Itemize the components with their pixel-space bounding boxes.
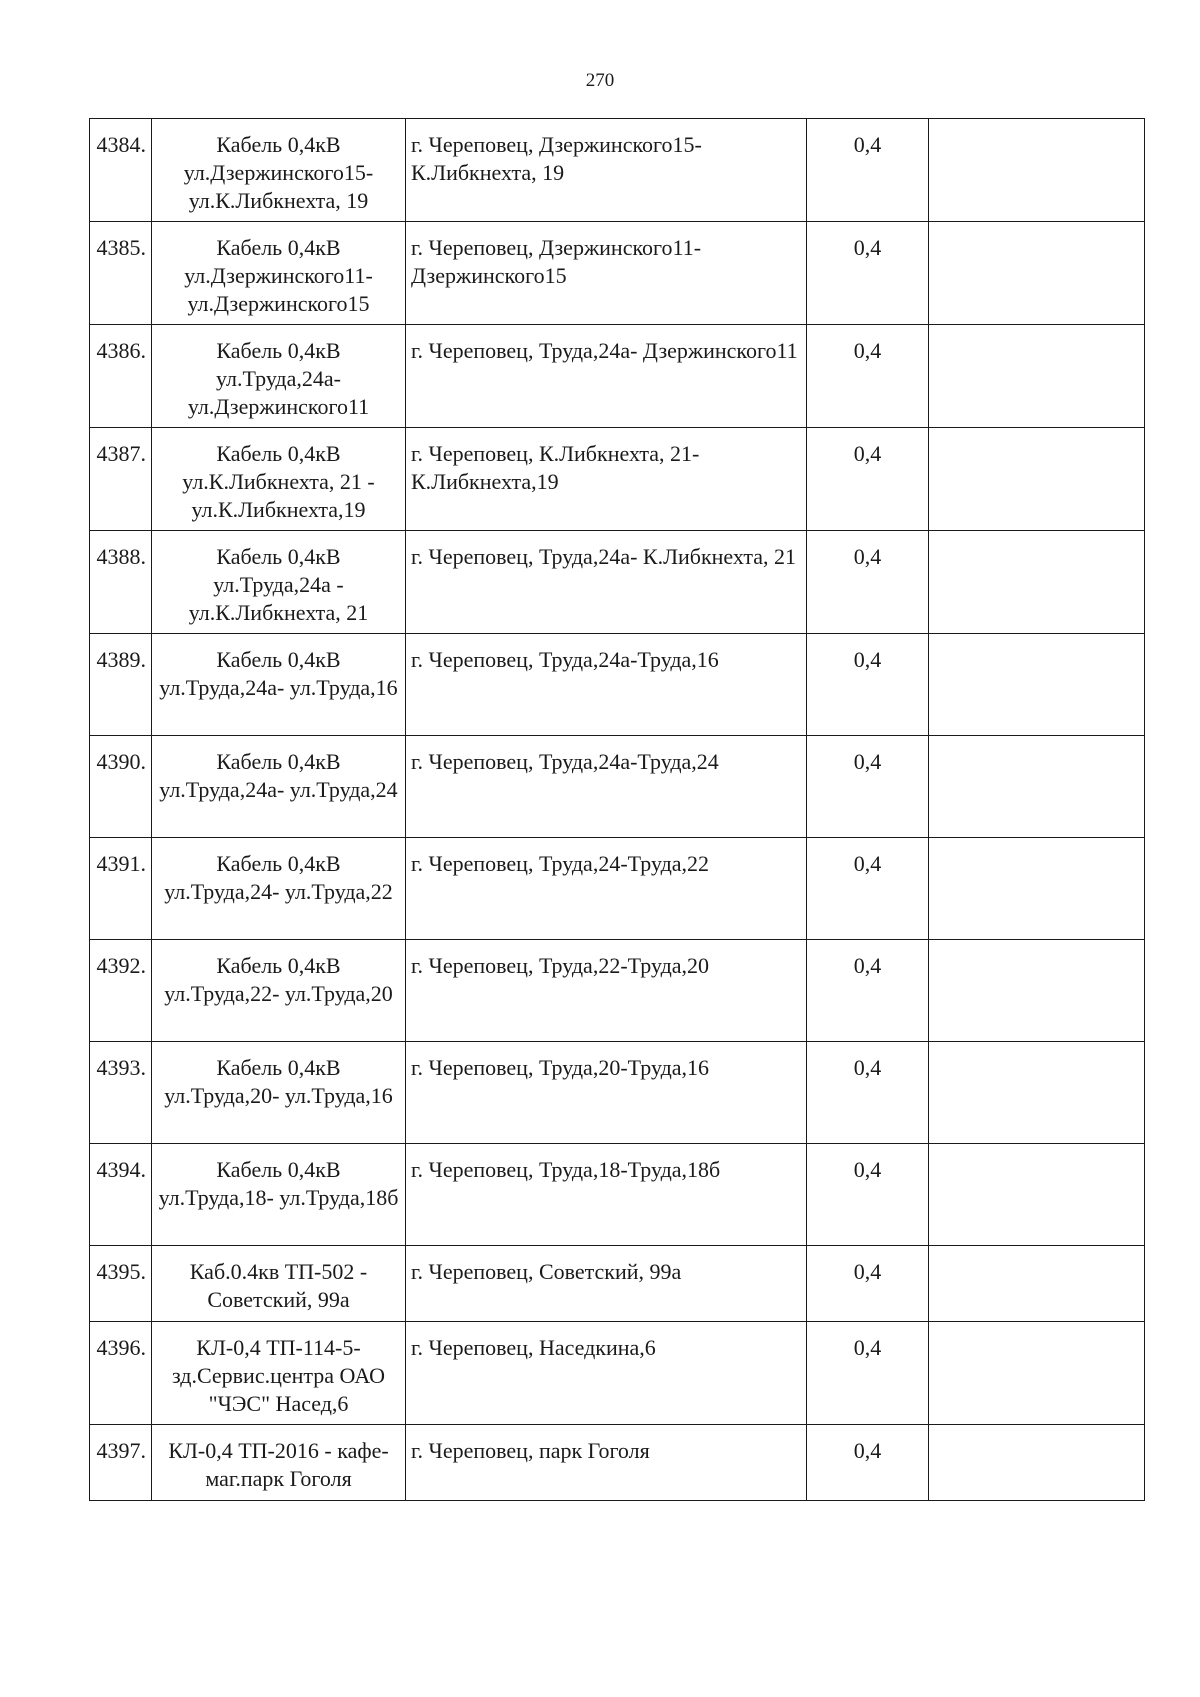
object-name: Кабель 0,4кВ ул.К.Либкнехта, 21 - ул.К.Либкнехта,19 xyxy=(152,428,406,531)
object-address: г. Череповец, Труда,24а- К.Либкнехта, 21 xyxy=(406,531,807,634)
registry-table xyxy=(89,118,1145,1501)
object-name: Кабель 0,4кВ ул.Труда,24а - ул.К.Либкнехта, 21 xyxy=(152,531,406,634)
extra-cell xyxy=(929,838,1145,940)
voltage-value: 0,4 xyxy=(807,325,929,428)
extra-cell xyxy=(929,531,1145,634)
row-number: 4384. xyxy=(90,119,152,222)
object-address: г. Череповец, Дзержинского15- К.Либкнехта, 19 xyxy=(406,119,807,222)
table-row xyxy=(90,1425,1145,1501)
object-name: Кабель 0,4кВ ул.Труда,24а- ул.Дзержинского11 xyxy=(152,325,406,428)
table-row xyxy=(90,428,1145,531)
object-name: Кабель 0,4кВ ул.Труда,24а- ул.Труда,16 xyxy=(152,634,406,736)
table-row xyxy=(90,222,1145,325)
object-address: г. Череповец, Труда,24а-Труда,16 xyxy=(406,634,807,736)
row-number: 4389. xyxy=(90,634,152,736)
table-row xyxy=(90,634,1145,736)
voltage-value: 0,4 xyxy=(807,222,929,325)
table-row xyxy=(90,1042,1145,1144)
table-row xyxy=(90,940,1145,1042)
object-name: КЛ-0,4 ТП-114-5- зд.Сервис.центра ОАО "ЧЭС" Насед,6 xyxy=(152,1322,406,1425)
page-number: 270 xyxy=(585,70,615,91)
row-number: 4388. xyxy=(90,531,152,634)
object-name: Кабель 0,4кВ ул.Труда,24- ул.Труда,22 xyxy=(152,838,406,940)
voltage-value: 0,4 xyxy=(807,940,929,1042)
object-name: Кабель 0,4кВ ул.Дзержинского15- ул.К.Либкнехта, 19 xyxy=(152,119,406,222)
object-address: г. Череповец, Труда,24а- Дзержинского11 xyxy=(406,325,807,428)
extra-cell xyxy=(929,1425,1145,1501)
voltage-value: 0,4 xyxy=(807,1042,929,1144)
object-name: Кабель 0,4кВ ул.Труда,18- ул.Труда,18б xyxy=(152,1144,406,1246)
row-number: 4393. xyxy=(90,1042,152,1144)
table-row xyxy=(90,1144,1145,1246)
object-name: КЛ-0,4 ТП-2016 - кафе-маг.парк Гоголя xyxy=(152,1425,406,1501)
voltage-value: 0,4 xyxy=(807,736,929,838)
object-address: г. Череповец, Труда,22-Труда,20 xyxy=(406,940,807,1042)
object-name: Каб.0.4кв ТП-502 - Советский, 99а xyxy=(152,1246,406,1322)
object-address: г. Череповец, Труда,18-Труда,18б xyxy=(406,1144,807,1246)
object-name: Кабель 0,4кВ ул.Труда,22- ул.Труда,20 xyxy=(152,940,406,1042)
table-row xyxy=(90,838,1145,940)
table-row xyxy=(90,325,1145,428)
object-address: г. Череповец, К.Либкнехта, 21- К.Либкнехта,19 xyxy=(406,428,807,531)
row-number: 4390. xyxy=(90,736,152,838)
object-address: г. Череповец, Советский, 99а xyxy=(406,1246,807,1322)
object-address: г. Череповец, Труда,20-Труда,16 xyxy=(406,1042,807,1144)
table-row xyxy=(90,531,1145,634)
object-name: Кабель 0,4кВ ул.Дзержинского11- ул.Дзержинского15 xyxy=(152,222,406,325)
table-row xyxy=(90,1322,1145,1425)
extra-cell xyxy=(929,1246,1145,1322)
extra-cell xyxy=(929,119,1145,222)
object-address: г. Череповец, Наседкина,6 xyxy=(406,1322,807,1425)
table-row xyxy=(90,119,1145,222)
voltage-value: 0,4 xyxy=(807,1425,929,1501)
extra-cell xyxy=(929,736,1145,838)
table-row xyxy=(90,1246,1145,1322)
row-number: 4392. xyxy=(90,940,152,1042)
row-number: 4391. xyxy=(90,838,152,940)
object-address: г. Череповец, Труда,24-Труда,22 xyxy=(406,838,807,940)
extra-cell xyxy=(929,222,1145,325)
registry-table-body xyxy=(90,119,1145,1501)
extra-cell xyxy=(929,1322,1145,1425)
voltage-value: 0,4 xyxy=(807,838,929,940)
row-number: 4397. xyxy=(90,1425,152,1501)
row-number: 4385. xyxy=(90,222,152,325)
row-number: 4394. xyxy=(90,1144,152,1246)
object-name: Кабель 0,4кВ ул.Труда,20- ул.Труда,16 xyxy=(152,1042,406,1144)
voltage-value: 0,4 xyxy=(807,119,929,222)
extra-cell xyxy=(929,1042,1145,1144)
object-address: г. Череповец, парк Гоголя xyxy=(406,1425,807,1501)
extra-cell xyxy=(929,428,1145,531)
voltage-value: 0,4 xyxy=(807,1246,929,1322)
object-address: г. Череповец, Дзержинского11- Дзержинского15 xyxy=(406,222,807,325)
row-number: 4396. xyxy=(90,1322,152,1425)
voltage-value: 0,4 xyxy=(807,1322,929,1425)
voltage-value: 0,4 xyxy=(807,634,929,736)
voltage-value: 0,4 xyxy=(807,1144,929,1246)
extra-cell xyxy=(929,1144,1145,1246)
row-number: 4395. xyxy=(90,1246,152,1322)
object-name: Кабель 0,4кВ ул.Труда,24а- ул.Труда,24 xyxy=(152,736,406,838)
extra-cell xyxy=(929,325,1145,428)
row-number: 4386. xyxy=(90,325,152,428)
object-address: г. Череповец, Труда,24а-Труда,24 xyxy=(406,736,807,838)
voltage-value: 0,4 xyxy=(807,531,929,634)
extra-cell xyxy=(929,634,1145,736)
extra-cell xyxy=(929,940,1145,1042)
row-number: 4387. xyxy=(90,428,152,531)
table-row xyxy=(90,736,1145,838)
voltage-value: 0,4 xyxy=(807,428,929,531)
